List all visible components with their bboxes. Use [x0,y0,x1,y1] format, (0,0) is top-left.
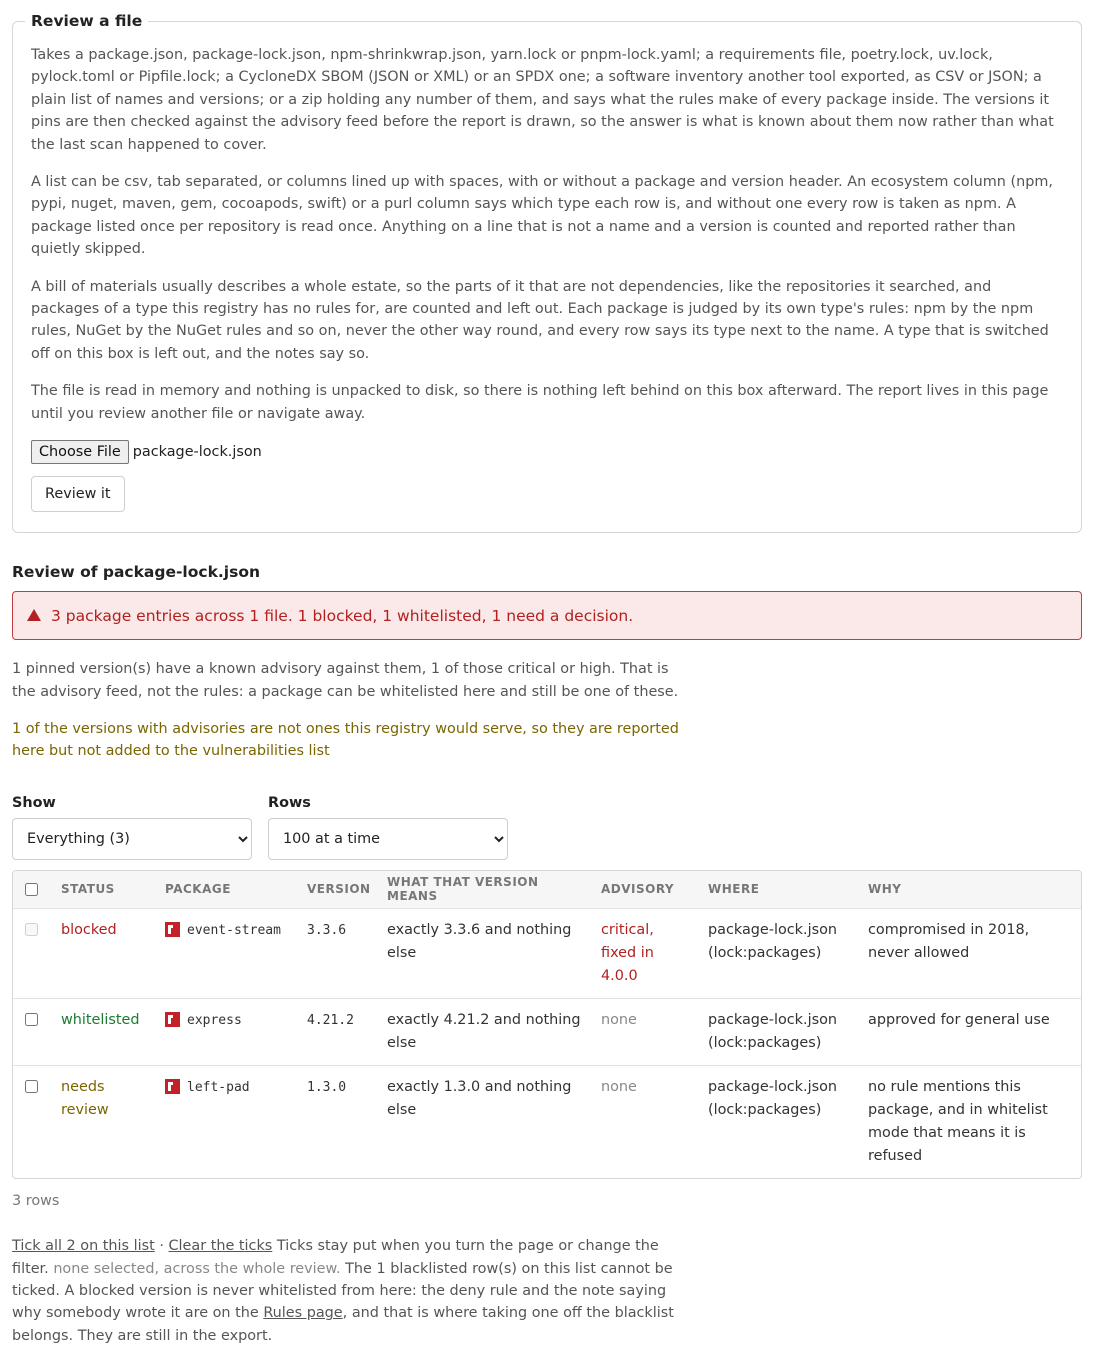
package-cell [157,909,299,999]
col-why: WHY [860,871,1081,909]
col-where: WHERE [700,871,860,909]
alert-text: 3 package entries across 1 file. 1 blocked, 1 whitelisted, 1 need a decision. [51,606,634,625]
package-name: express [187,1013,242,1029]
selected-file-name: package-lock.json [132,444,262,461]
rules-page-link[interactable]: Rules page [263,1305,343,1322]
row-select-cell [13,1066,53,1179]
row-select-cell [13,909,53,999]
warning-triangle-icon [27,609,41,621]
col-meaning: WHAT THAT VERSION MEANS [379,871,593,909]
package-cell [157,1066,299,1179]
version-cell: 3.3.6 [299,909,379,999]
result-title: Review of package-lock.json [12,563,260,582]
where-cell: package-lock.json (lock:packages) [708,1079,837,1119]
advisory-warning-note: 1 of the versions with advisories are not ones this registry would serve, so they are reported here but not added to the vulnerabilities list [12,720,679,760]
footer-text-1: Ticks stay put when you turn the page or change the filter. [12,1238,659,1277]
show-label: Show [12,794,56,811]
footer-text-3: , and that is where taking one off the blacklist belongs. They are still in the export. [12,1305,674,1344]
rows-select[interactable] [268,818,508,860]
rows-label: Rows [268,794,311,811]
meaning-cell: exactly 3.3.6 and nothing else [379,909,593,999]
col-package: PACKAGE [157,871,299,909]
file-input [31,440,1063,464]
where-cell: package-lock.json (lock:packages) [700,999,860,1066]
advisory-cell: none [601,1079,637,1096]
selection-count: none selected, across the whole review. [53,1260,341,1277]
choose-file-button[interactable]: Choose File [31,440,129,464]
table-row [13,1066,1081,1179]
review-table [12,870,1082,1180]
npm-icon [165,922,180,937]
result-alert [12,591,1082,640]
npm-icon [165,1079,180,1094]
col-version: VERSION [299,871,379,909]
why-cell: compromised in 2018, never allowed [860,909,1081,999]
row-count: 3 rows [12,1193,60,1210]
separator: · [159,1238,164,1255]
package-name: left-pad [187,1080,250,1096]
show-filter [12,795,252,860]
status-cell: blocked [53,909,157,999]
why-cell: approved for general use [860,999,1081,1066]
row-checkbox[interactable] [25,1080,38,1093]
version-cell: 4.21.2 [299,999,379,1066]
package-cell [157,999,299,1066]
row-select-cell [13,999,53,1066]
advisory-cell: none [593,999,700,1066]
meaning-cell: exactly 4.21.2 and nothing else [379,999,593,1066]
advisory-cell: critical, fixed in 4.0.0 [593,909,700,999]
select-all-checkbox[interactable] [25,883,38,896]
why-cell: no rule mentions this package, and in whitelist mode that means it is refused [868,1079,1048,1165]
row-checkbox-disabled [25,923,38,936]
meaning-cell: exactly 1.3.0 and nothing else [387,1079,572,1119]
table-row [13,999,1081,1066]
review-file-form [12,12,1082,533]
filters [12,795,1082,860]
selection-footer [12,1235,692,1347]
footer-text-2: The 1 blacklisted row(s) on this list cannot be ticked. A blocked version is never whitelisted from here: the deny rule and the note saying why somebody wrote it are on the [12,1260,673,1322]
tick-all-link[interactable]: Tick all 2 on this list [12,1238,155,1255]
table-header-row [13,871,1081,909]
intro-paragraph: Takes a package.json, package-lock.json, npm-shrinkwrap.json, yarn.lock or pnpm-lock.yaml; a requirements file, poetry.lock, uv.lock, pylock.toml or Pipfile.lock; a CycloneDX SBOM (JSON or XML) or an SPDX one; a software inventory another tool exported, as CSV or JSON; a plain list of names and versions; or a zip holding any number of them, and says what the rules make of every package inside. The versions it pins are then checked against the advisory feed before the report is drawn, so the answer is what is known about them now rather than what the last scan happened to cover. [31,47,1054,153]
intro-paragraph: The file is read in memory and nothing is unpacked to disk, so there is nothing left behind on this box afterward. The report lives in this page until you review another file or navigate away. [31,383,1049,422]
version-cell: 1.3.0 [307,1080,347,1096]
clear-ticks-link[interactable]: Clear the ticks [168,1238,273,1255]
form-legend: Review a file [31,12,143,30]
col-advisory: ADVISORY [593,871,700,909]
intro-paragraph: A bill of materials usually describes a whole estate, so the parts of it that are not dependencies, like the repositories it searched, and packages of a type this registry has no rules for, are counted and left out. Each package is judged by its own type's rules: npm by the npm rules, NuGet by the NuGet rules and so on, never the other way round, and every row says its type next to the name. A type that is switched off on this box is left out, and the notes say so. [31,278,1049,362]
intro-text [31,44,1063,425]
table-row [13,909,1081,999]
where-cell: package-lock.json (lock:packages) [700,909,860,999]
status-cell: needs review [61,1079,109,1119]
review-it-button[interactable]: Review it [31,476,125,512]
status-cell: whitelisted [53,999,157,1066]
row-checkbox[interactable] [25,1013,38,1026]
intro-paragraph: A list can be csv, tab separated, or columns lined up with spaces, with or without a package and version header. An ecosystem column (npm, pypi, nuget, maven, gem, cocoapods, swift) or a purl column says which type each row is, and without one every row is taken as npm. A package listed once per repository is read once. Anything on a line that is not a name and a version is counted and reported rather than quietly skipped. [31,174,1053,258]
advisory-summary: 1 pinned version(s) have a known advisory against them, 1 of those critical or high. That is the advisory feed, not the rules: a package can be whitelisted here and still be one of these. [12,661,679,700]
col-status: STATUS [53,871,157,909]
show-select[interactable] [12,818,252,860]
package-name: event-stream [187,923,281,939]
select-all-header [13,871,53,909]
npm-icon [165,1012,180,1027]
rows-filter [268,795,508,860]
